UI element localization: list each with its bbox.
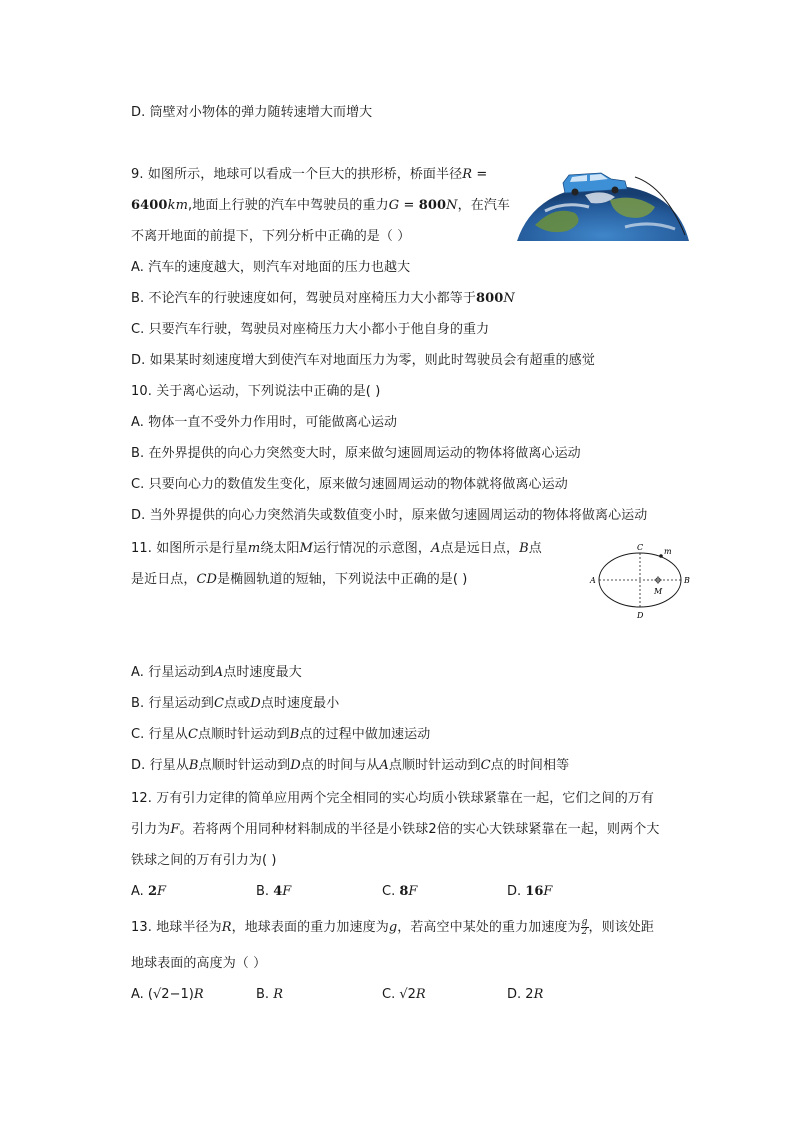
sun-icon: [654, 576, 662, 584]
earth-car-figure: [515, 165, 690, 243]
q12-stem-line2: 引力为F。若将两个用同种材料制成的半径是小铁球2倍的实心大铁球紧靠在一起，则两个大: [131, 822, 660, 837]
q12-option-c: C. 8F: [382, 884, 418, 899]
q10-stem: 10. 关于离心运动，下列说法中正确的是( ): [131, 384, 381, 399]
q13-fraction: $\frac{g}{2}$: [581, 917, 588, 937]
q9-option-c: C. 只要汽车行驶，驾驶员对座椅压力大小都小于他自身的重力: [131, 322, 490, 337]
q12-option-d: D. 16F: [507, 884, 553, 899]
q13-option-d: D. 2R: [507, 987, 544, 1002]
q13-option-a: A. (√2−1)R: [131, 987, 204, 1002]
q9-stem-line3: 不离开地面的前提下，下列分析中正确的是（ ）: [131, 229, 411, 244]
orbit-label-b: B: [684, 576, 690, 585]
orbit-figure: [588, 542, 694, 620]
q13-stem-line2: 地球表面的高度为（ ）: [131, 956, 267, 971]
orbit-label-a: A: [590, 576, 596, 585]
q11-option-c: C. 行星从C点顺时针运动到B点的过程中做加速运动: [131, 727, 431, 742]
q10-option-d: D. 当外界提供的向心力突然消失或数值变小时，原来做匀速圆周运动的物体将做离心运动: [131, 508, 648, 523]
orbit-label-d: D: [637, 611, 644, 620]
q12-option-a: A. 2F: [131, 884, 167, 899]
orbit-label-sun: M: [654, 587, 663, 596]
q8-option-d: D. 筒壁对小物体的弹力随转速增大而增大: [131, 105, 373, 120]
q12-stem-line1: 12. 万有引力定律的简单应用两个完全相同的实心均质小铁球紧靠在一起，它们之间的万有: [131, 791, 655, 806]
q12-option-b: B. 4F: [256, 884, 292, 899]
orbit-label-planet: m: [664, 547, 672, 556]
q11-option-d: D. 行星从B点顺时针运动到D点的时间与从A点顺时针运动到C点的时间相等: [131, 758, 570, 773]
q12-stem-line3: 铁球之间的万有引力为( ): [131, 853, 277, 868]
q13-option-b: B. R: [256, 987, 283, 1002]
q11-stem-line2: 是近日点，CD是椭圆轨道的短轴，下列说法中正确的是( ): [131, 572, 468, 587]
q13-stem-line1: 13. 地球半径为R，地球表面的重力加速度为g，若高空中某处的重力加速度为 $\frac{g}{2}$ ，则该处距: [131, 917, 655, 937]
q11-option-b: B. 行星运动到C点或D点时速度最小: [131, 696, 340, 711]
q10-option-c: C. 只要向心力的数值发生变化，原来做匀速圆周运动的物体就将做离心运动: [131, 477, 568, 492]
q9-stem-line2: 6400km,地面上行驶的汽车中驾驶员的重力G = 800N，在汽车: [131, 198, 511, 213]
q10-option-a: A. 物体一直不受外力作用时，可能做离心运动: [131, 415, 398, 430]
q11-stem-line1: 11. 如图所示是行星m绕太阳M运行情况的示意图，A点是远日点，B点: [131, 541, 542, 556]
q9-option-d: D. 如果某时刻速度增大到使汽车对地面压力为零，则此时驾驶员会有超重的感觉: [131, 353, 595, 368]
q13-option-c: C. √2R: [382, 987, 426, 1002]
q11-option-a: A. 行星运动到A点时速度最大: [131, 665, 302, 680]
q9-option-a: A. 汽车的速度越大，则汽车对地面的压力也越大: [131, 260, 411, 275]
q9-stem-line1: 9. 如图所示，地球可以看成一个巨大的拱形桥，桥面半径R =: [131, 167, 488, 182]
q10-option-b: B. 在外界提供的向心力突然变大时，原来做匀速圆周运动的物体将做离心运动: [131, 446, 581, 461]
orbit-label-c: C: [637, 543, 644, 552]
q9-option-b: B. 不论汽车的行驶速度如何，驾驶员对座椅压力大小都等于800N: [131, 291, 515, 306]
